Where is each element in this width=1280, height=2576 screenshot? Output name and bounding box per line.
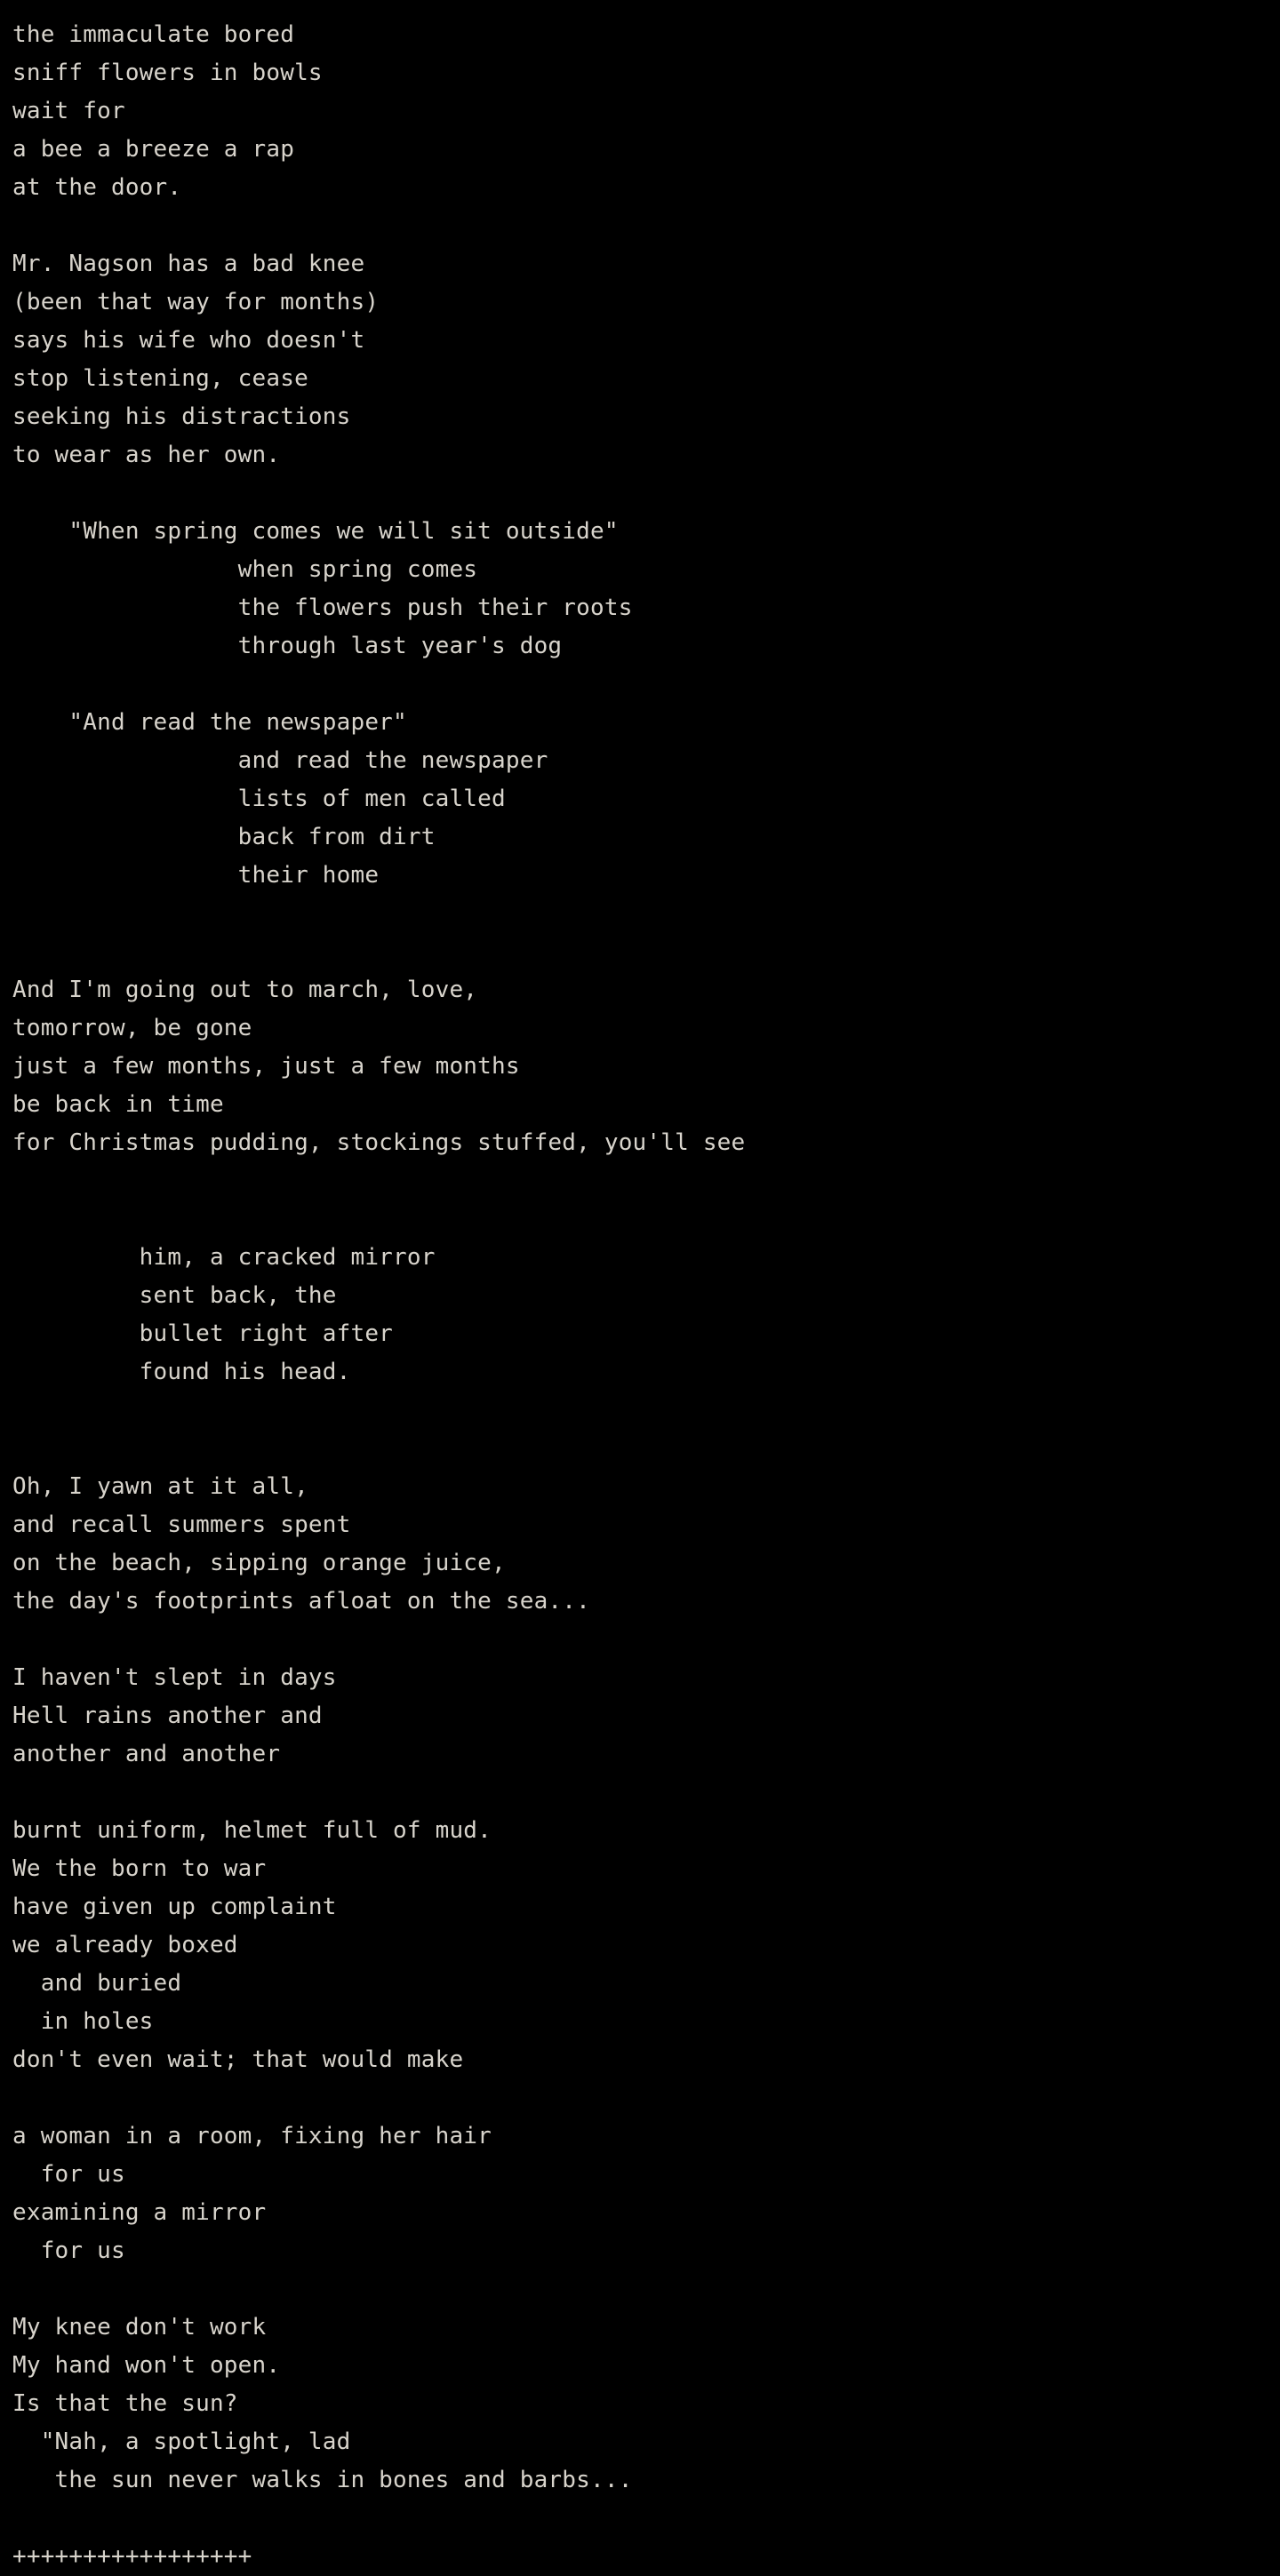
poem-line: back from dirt [12,824,436,850]
poem-line: through last year's dog [12,633,563,659]
poem-line: on the beach, sipping orange juice, [12,1550,506,1576]
poem-line: a bee a breeze a rap [12,136,295,163]
poem-line: have given up complaint [12,1894,337,1920]
poem-blank-line [12,1162,1280,1200]
poem-line: and buried [12,1970,182,1997]
poem-blank-line [12,933,1280,971]
poem-line: burnt uniform, helmet full of mud. [12,1817,492,1844]
poem-line: another and another [12,1741,281,1767]
poem-line: sniff flowers in bowls [12,60,323,86]
poem-line: "And read the newspaper" [12,709,407,736]
poem-line: the day's footprints afloat on the sea... [12,1588,590,1615]
poem-line: when spring comes [12,556,478,583]
divider-rule: +++++++++++++++++ [12,2543,252,2570]
poem-line: tomorrow, be gone [12,1015,252,1041]
poem-blank-line [12,1774,1280,1812]
poem-line: says his wife who doesn't [12,327,365,354]
poem-line: "When spring comes we will sit outside" [12,518,619,545]
poem-line: My knee don't work [12,2314,267,2341]
poem-blank-line [12,666,1280,704]
poem-line: found his head. [12,1359,351,1385]
poem-line: the sun never walks in bones and barbs... [12,2467,633,2493]
poem-line: wait for [12,98,125,124]
poem-blank-line [12,1430,1280,1468]
poem-line: We the born to war [12,1855,267,1882]
poem-line: Oh, I yawn at it all, [12,1473,308,1500]
poem-line: And I'm going out to march, love, [12,977,478,1003]
poem-line: for us [12,2161,125,2188]
poem-blank-line [12,1200,1280,1239]
poem-blank-line [12,207,1280,245]
poem-line: Hell rains another and [12,1703,323,1729]
poem-line: the immaculate bored [12,21,295,48]
poem-blank-line [12,1392,1280,1430]
poem-line: "Nah, a spotlight, lad [12,2428,351,2455]
poem-line: sent back, the [12,1282,337,1309]
poem-blank-line [12,2270,1280,2309]
poem-line: seeking his distractions [12,403,351,430]
poem-line: Is that the sun? [12,2390,238,2417]
poem-line: bullet right after [12,1320,394,1347]
poem-line: we already boxed [12,1932,238,1958]
poem-line: to wear as her own. [12,442,281,468]
poem-line: stop listening, cease [12,365,308,392]
poem-line: in holes [12,2008,154,2035]
poem-line: and recall summers spent [12,1511,351,1538]
poem-line: for us [12,2237,125,2264]
poem-line: a woman in a room, fixing her hair [12,2123,492,2149]
poem-line: at the door. [12,174,182,201]
poem-line: My hand won't open. [12,2352,281,2379]
poem-line: just a few months, just a few months [12,1053,520,1080]
poem-blank-line [12,2079,1280,2117]
poem-line: for Christmas pudding, stockings stuffed, you'll see [12,1129,746,1156]
poem-line: (been that way for months) [12,289,380,315]
poem-line: I haven't slept in days [12,1664,337,1691]
poem-line: examining a mirror [12,2199,267,2226]
poem-line: Mr. Nagson has a bad knee [12,251,365,277]
poem-line: him, a cracked mirror [12,1244,436,1271]
poem-blank-line [12,2500,1280,2538]
poem-blank-line [12,475,1280,513]
poem-blank-line [12,895,1280,933]
poem-line: don't even wait; that would make [12,2046,464,2073]
poem-line: lists of men called [12,786,506,812]
poem-line: and read the newspaper [12,747,548,774]
poem-line: their home [12,862,380,889]
poem-line: the flowers push their roots [12,594,633,621]
poem-blank-line [12,1621,1280,1659]
poem-line: be back in time [12,1091,224,1118]
